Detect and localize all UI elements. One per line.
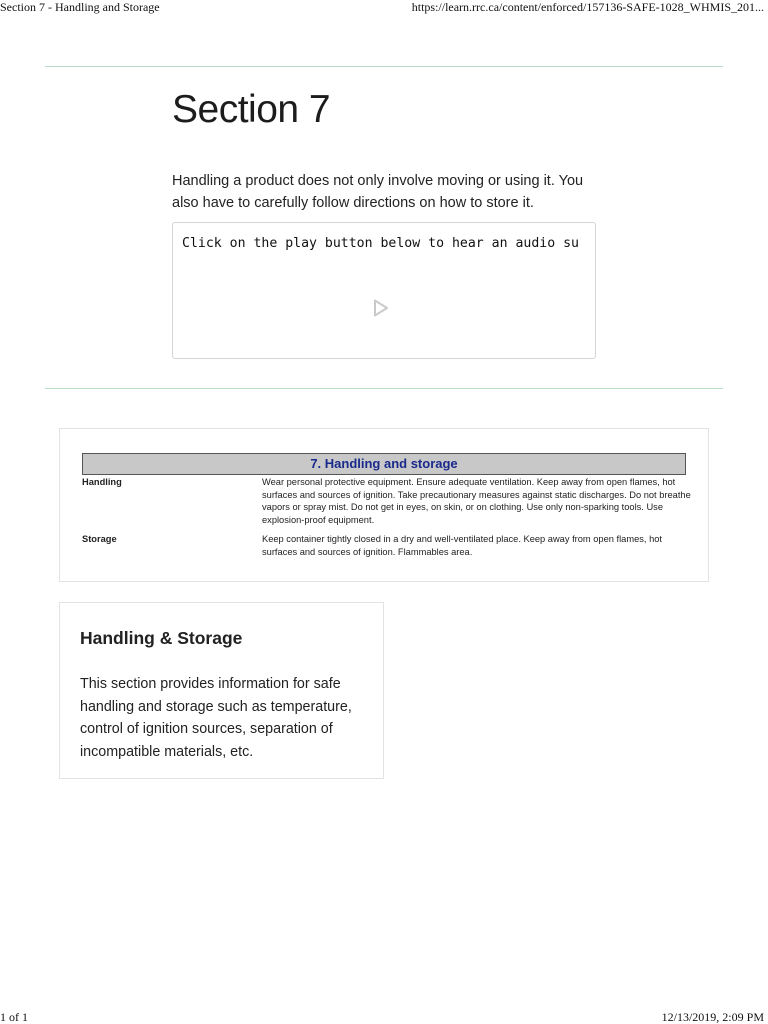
play-button[interactable] xyxy=(371,298,391,318)
sds-table xyxy=(82,453,691,559)
sds-row-value: Wear personal protective equipment. Ensure adequate ventilation. Keep away from open flames, hot surfaces and sources of ignition. Take precautionary measures against static discharges. Do not breathe vapors or spray mist. Do not get in eyes, on skin, or on clothing. Use only non-sparking tools. Use explosion-proof equipment. xyxy=(262,477,691,525)
sds-excerpt-image xyxy=(59,428,709,582)
play-icon xyxy=(371,298,391,318)
print-footer-page: 1 of 1 xyxy=(0,1010,28,1024)
sds-row-storage xyxy=(82,533,688,558)
card-body: This section provides information for safe handling and storage such as temperature, control of ignition sources, separation of incompatible materials, etc. xyxy=(80,676,352,760)
card-title: Handling & Storage xyxy=(80,628,243,648)
intro-text: Handling a product does not only involve moving or using it. You also have to carefully follow directions on how to store it. xyxy=(172,173,584,211)
print-header-url: https://learn.rrc.ca/content/enforced/157136-SAFE-1028_WHMIS_201... xyxy=(411,0,764,14)
sds-row-handling xyxy=(82,476,691,526)
page-title: Section 7 xyxy=(172,88,331,131)
sds-row-value: Keep container tightly closed in a dry and well-ventilated place. Keep away from open flames, hot surfaces and sources of ignition. Flammables area. xyxy=(262,534,662,557)
print-footer-timestamp: 12/13/2019, 2:09 PM xyxy=(661,1010,764,1024)
sds-row-label: Handling xyxy=(82,477,122,487)
sds-row-label: Storage xyxy=(82,534,117,545)
audio-prompt: Click on the play button below to hear an audio su xyxy=(182,236,579,251)
print-header-title: Section 7 - Handling and Storage xyxy=(0,0,160,14)
top-divider xyxy=(45,66,723,67)
sds-heading: 7. Handling and storage xyxy=(82,453,686,475)
section-divider xyxy=(45,388,723,389)
info-card xyxy=(59,602,384,779)
audio-player xyxy=(172,222,596,359)
